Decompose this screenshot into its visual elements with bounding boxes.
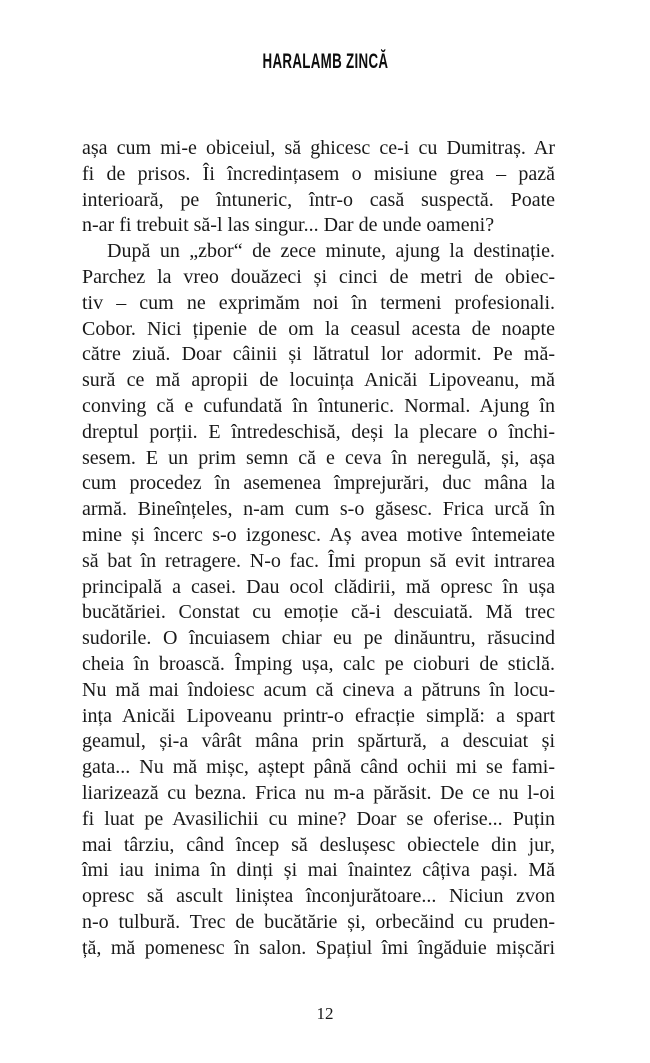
text-line: fi de prisos. Îi încredințasem o misiune grea – pază bbox=[82, 162, 555, 185]
body-text bbox=[82, 136, 555, 962]
text-line: geamul, și-a vârât mâna prin spărtură, a descuiat și bbox=[82, 730, 555, 753]
text-line: gata... Nu mă mișc, aștept până când ochii mi se fami- bbox=[82, 756, 555, 779]
text-line: cum procedez în asemenea împrejurări, duc mâna la bbox=[82, 472, 555, 495]
text-line: fi luat pe Avasilichii cu mine? Doar se oferise... Puțin bbox=[82, 807, 555, 830]
text-line: tiv – cum ne exprimăm noi în termeni profesionali. bbox=[82, 291, 555, 314]
text-line: sură ce mă apropii de locuința Anicăi Lipoveanu, mă bbox=[82, 369, 555, 392]
text-line: conving că e cufundată în întuneric. Normal. Ajung în bbox=[82, 394, 555, 417]
text-line: Nu mă mai îndoiesc acum că cineva a pătruns în locu- bbox=[82, 678, 555, 701]
text-line: Parchez la vreo douăzeci și cinci de metri de obiec- bbox=[82, 265, 555, 288]
text-line: ința Anicăi Lipoveanu printr-o efracție simplă: a spart bbox=[82, 704, 555, 727]
text-line: mai târziu, când încep să deslușesc obiectele din jur, bbox=[82, 833, 555, 856]
text-line: bucătăriei. Constat cu emoție că-i descuiată. Mă trec bbox=[82, 601, 555, 624]
text-line: ță, mă pomenesc în salon. Spațiul îmi îngăduie mișcări bbox=[82, 936, 555, 959]
running-header bbox=[0, 49, 650, 74]
text-line: n-ar fi trebuit să-l las singur... Dar de unde oameni? bbox=[82, 214, 495, 237]
text-line: liarizează cu bezna. Frica nu m-a părăsit. De ce nu l-oi bbox=[82, 781, 555, 804]
text-line: interioară, pe întuneric, într-o casă suspectă. Poate bbox=[82, 188, 555, 211]
text-line: către ziuă. Doar câinii și lătratul lor adormit. Pe mă- bbox=[82, 343, 555, 366]
text-line: așa cum mi-e obiceiul, să ghicesc ce-i cu Dumitraș. Ar bbox=[82, 137, 555, 159]
text-line: sesem. E un prim semn că e ceva în neregulă, și, așa bbox=[82, 446, 555, 469]
page-number: 12 bbox=[316, 1004, 334, 1023]
text-line: opresc să ascult liniștea înconjurătoare... Niciun zvon bbox=[82, 885, 555, 908]
text-line: Cobor. Nici țipenie de om la ceasul acesta de noapte bbox=[82, 317, 555, 340]
text-line: cheia în broască. Împing ușa, calc pe cioburi de sticlă. bbox=[82, 652, 555, 675]
text-line: principală a casei. Dau ocol clădirii, mă opresc în ușa bbox=[82, 575, 555, 598]
text-line: îmi iau inima în dinți și mai înaintez câțiva pași. Mă bbox=[82, 859, 555, 882]
text-line: n-o tulbură. Trec de bucătărie și, orbecăind cu pruden- bbox=[82, 910, 555, 933]
text-line: sudorile. O încuiasem chiar eu pe dinăuntru, răsucind bbox=[82, 627, 555, 650]
text-line: După un „zbor“ de zece minute, ajung la destinație. bbox=[107, 240, 555, 263]
text-line: să bat în retragere. N-o fac. Îmi propun să evit intrarea bbox=[82, 549, 555, 572]
text-line: mine și încerc s-o izgonesc. Aș avea motive întemeiate bbox=[82, 523, 555, 546]
text-line: dreptul porții. E întredeschisă, deși la plecare o închi- bbox=[82, 420, 555, 443]
text-line: armă. Bineînțeles, n-am cum s-o găsesc. Frica urcă în bbox=[82, 498, 555, 521]
author-name: HARALAMB ZINCĂ bbox=[262, 49, 388, 73]
